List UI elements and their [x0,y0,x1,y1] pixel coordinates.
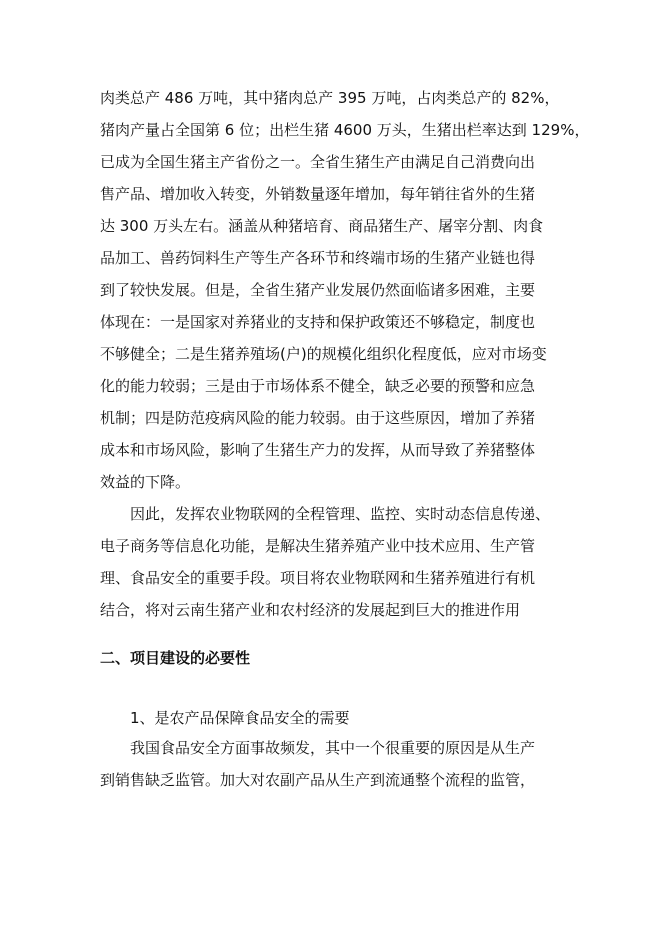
section-heading: 二、项目建设的必要性 [100,649,251,667]
paragraph-line: 体现在：一是国家对养猪业的支持和保护政策还不够稳定，制度也 [100,313,536,331]
paragraph-line: 效益的下降。 [100,473,191,491]
paragraph-line: 因此，发挥农业物联网的全程管理、监控、实时动态信息传递、 [130,505,551,523]
subheading: 1、是农产品保障食品安全的需要 [130,709,350,727]
paragraph-line: 理、食品安全的重要手段。项目将农业物联网和生猪养殖进行有机 [100,569,536,587]
paragraph-line: 售产品、增加收入转变，外销数量逐年增加，每年销往省外的生猪 [100,185,536,203]
paragraph-line: 机制；四是防范疫病风险的能力较弱。由于这些原因，增加了养猪 [100,409,536,427]
paragraph-line: 结合，将对云南生猪产业和农村经济的发展起到巨大的推进作用 [100,601,521,619]
paragraph-line: 电子商务等信息化功能，是解决生猪养殖产业中技术应用、生产管 [100,537,536,555]
paragraph-line: 品加工、兽药饲料生产等生产各环节和终端市场的生猪产业链也得 [100,249,536,267]
paragraph-line: 到销售缺乏监管。加大对农副产品从生产到流通整个流程的监管， [100,771,536,789]
paragraph-line: 已成为全国生猪主产省份之一。全省生猪生产由满足自己消费向出 [100,153,536,171]
paragraph-line: 达 300 万头左右。涵盖从种猪培育、商品猪生产、屠宰分割、肉食 [100,217,544,235]
paragraph-line: 到了较快发展。但是，全省生猪产业发展仍然面临诸多困难，主要 [100,281,536,299]
paragraph-line: 成本和市场风险，影响了生猪生产力的发挥，从而导致了养猪整体 [100,441,536,459]
paragraph-line: 我国食品安全方面事故频发，其中一个很重要的原因是从生产 [130,739,536,757]
paragraph-line: 化的能力较弱；三是由于市场体系不健全，缺乏必要的预警和应急 [100,377,536,395]
paragraph-line: 猪肉产量占全国第 6 位；出栏生猪 4600 万头，生猪出栏率达到 129%， [100,121,590,139]
paragraph-line: 肉类总产 486 万吨，其中猪肉总产 395 万吨，占肉类总产的 82%， [100,89,560,107]
paragraph-line: 不够健全；二是生猪养殖场(户)的规模化组织化程度低，应对市场变 [100,345,547,363]
